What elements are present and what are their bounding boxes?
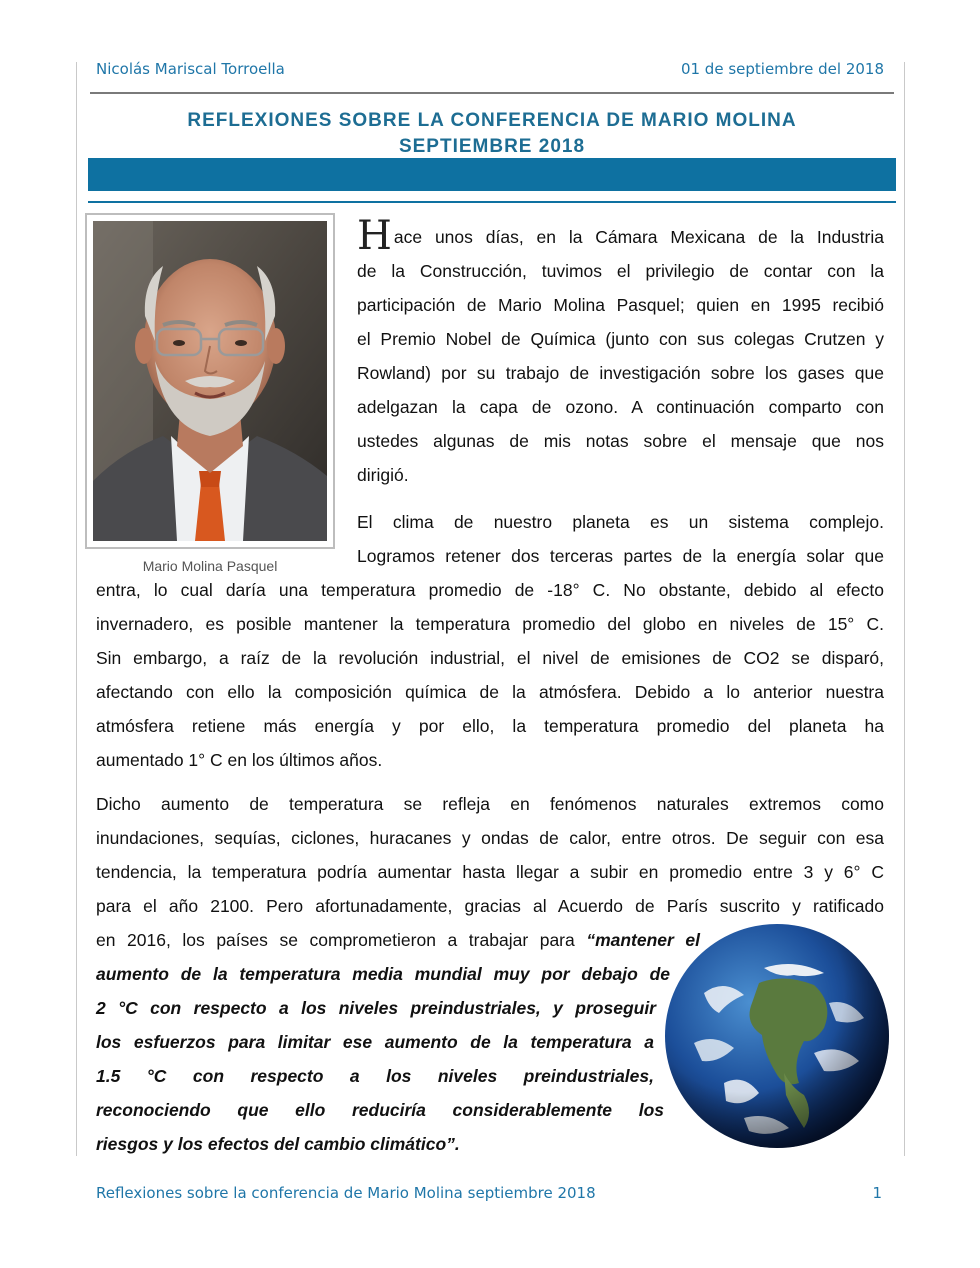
paragraph-line: tendencia, la temperatura podría aumentar hasta llegar a subir en promedio entre 3 y 6° C (96, 862, 884, 882)
title-underline (88, 201, 896, 203)
paragraph-line: inundaciones, sequías, ciclones, huracanes y ondas de calor, entre otros. De seguir con esa (96, 828, 884, 848)
quote-start: “mantener el (586, 930, 700, 950)
paragraph-line: Logramos retener dos terceras partes de la energía solar que (357, 546, 884, 566)
left-margin-line (76, 62, 77, 1156)
portrait-photo (93, 221, 327, 541)
paragraph-intro (357, 213, 884, 492)
paragraph-consequences (96, 787, 884, 923)
paragraph-line: Hace unos días, en la Cámara Mexicana de la Industria (357, 213, 884, 259)
paragraph-climate-continued (96, 573, 884, 777)
footer-title: Reflexiones sobre la conferencia de Mario Molina septiembre 2018 (96, 1184, 596, 1202)
paragraph-line: invernadero, es posible mantener la temperatura promedio del globo en niveles de 15° C. (96, 614, 884, 634)
portrait-frame (85, 213, 335, 549)
header-date: 01 de septiembre del 2018 (680, 60, 884, 78)
paragraph-line: en 2016, los países se comprometieron a trabajar para “mantener el (96, 930, 700, 950)
paragraph-line: ustedes algunas de mis notas sobre el mensaje que nos (357, 431, 884, 451)
paragraph-line: para el año 2100. Pero afortunadamente, gracias al Acuerdo de París suscrito y ratificado (96, 896, 884, 916)
quote-line: los esfuerzos para limitar ese aumento de la temperatura a (96, 1032, 654, 1052)
paragraph-line: Rowland) por su trabajo de investigación sobre los gases que (357, 363, 884, 383)
title-line-2: SEPTIEMBRE 2018 (398, 136, 586, 157)
paragraph-line: El clima de nuestro planeta es un sistema complejo. (357, 512, 884, 532)
right-margin-line (904, 62, 905, 1156)
paragraph-climate (357, 505, 884, 573)
paragraph-line: el Premio Nobel de Química (junto con sus colegas Crutzen y (357, 329, 884, 349)
title-line-1: REFLEXIONES SOBRE LA CONFERENCIA DE MARIO MOLINA (187, 110, 797, 131)
footer-page-number: 1 (872, 1184, 882, 1202)
quote-line: riesgos y los efectos del cambio climático”. (96, 1134, 460, 1154)
paragraph-line: afectando con ello la composición química de la atmósfera. Debido a lo anterior nuestra (96, 682, 884, 702)
title-color-band (88, 158, 896, 191)
paragraph-line: Dicho aumento de temperatura se refleja en fenómenos naturales extremos como (96, 794, 884, 814)
paragraph-line: entra, lo cual daría una temperatura promedio de -18° C. No obstante, debido al efecto (96, 580, 884, 600)
paragraph-quote-block (96, 923, 700, 1161)
paragraph-line: participación de Mario Molina Pasquel; quien en 1995 recibió (357, 295, 884, 315)
earth-globe-image (664, 923, 890, 1149)
paragraph-line: adelgazan la capa de ozono. A continuación comparto con (357, 397, 884, 417)
quote-line: 2 °C con respecto a los niveles preindustriales, y proseguir (96, 998, 656, 1018)
document-title (88, 108, 896, 160)
portrait-caption: Mario Molina Pasquel (142, 558, 278, 574)
quote-line: reconociendo que ello reduciría considerablemente los (96, 1100, 664, 1120)
quote-line: 1.5 °C con respecto a los niveles preindustriales, (96, 1066, 654, 1086)
paragraph-line: de la Construcción, tuvimos el privilegio de contar con la (357, 261, 884, 281)
header-author: Nicolás Mariscal Torroella (96, 60, 285, 78)
paragraph-line: dirigió. (357, 465, 409, 485)
paragraph-line: aumentado 1° C en los últimos años. (96, 750, 383, 770)
portrait-illustration (93, 221, 327, 541)
quote-line: aumento de la temperatura media mundial muy por debajo de (96, 964, 670, 984)
drop-cap: H (357, 213, 392, 259)
paragraph-line: Sin embargo, a raíz de la revolución industrial, el nivel de emisiones de CO2 se disparó, (96, 648, 884, 668)
paragraph-line: atmósfera retiene más energía y por ello, la temperatura promedio del planeta ha (96, 716, 884, 736)
header-divider (90, 92, 894, 94)
